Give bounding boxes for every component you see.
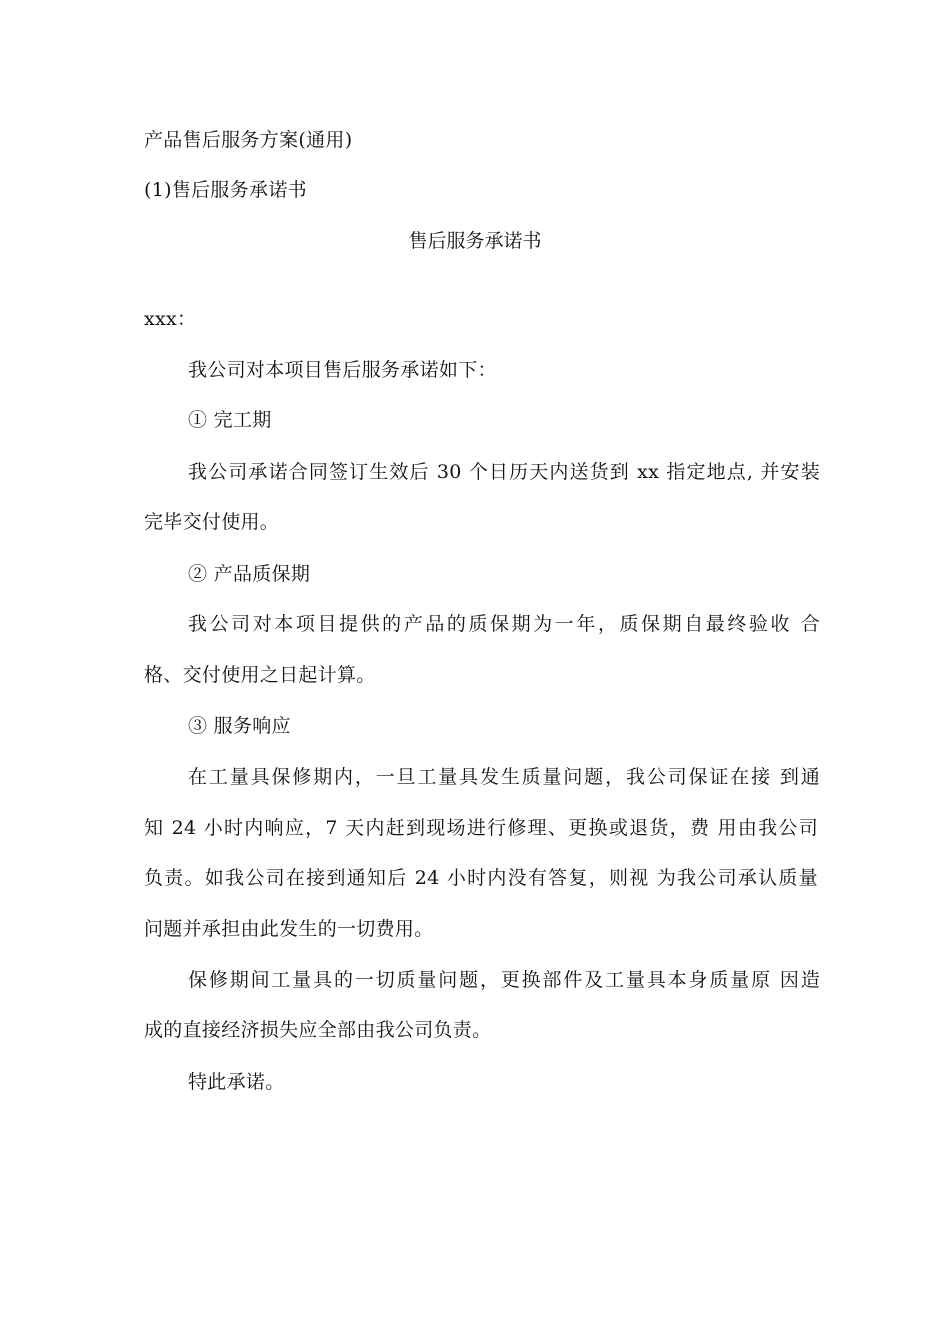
- item3-heading: ③ 服务响应: [188, 715, 291, 737]
- intro-paragraph: 我公司对本项目售后服务承诺如下：: [188, 359, 497, 381]
- warranty-line2: 成的直接经济损失应全部由我公司负责。: [144, 1019, 492, 1041]
- item2-body-line1: 我公司对本项目提供的产品的质保期为一年，质保期自最终验收 合: [188, 613, 820, 635]
- item2-body-line2: 格、交付使用之日起计算。: [144, 664, 376, 686]
- letter-title: 售后服务承诺书: [408, 230, 542, 252]
- document-title: 产品售后服务方案(通用): [144, 129, 353, 151]
- item3-body-line4: 问题并承担由此发生的一切费用。: [144, 918, 434, 940]
- item2-heading: ② 产品质保期: [188, 563, 311, 585]
- item1-heading: ① 完工期: [188, 409, 272, 431]
- salutation: xxx：: [144, 308, 197, 330]
- warranty-line1: 保修期间工量具的一切质量问题，更换部件及工量具本身质量原 因造: [188, 969, 820, 991]
- item3-body-line3: 负责。如我公司在接到通知后 24 小时内没有答复，则视 为我公司承认质量: [144, 867, 818, 889]
- closing-statement: 特此承诺。: [188, 1071, 285, 1093]
- section-heading: (1)售后服务承诺书: [144, 179, 307, 201]
- item3-body-line2: 知 24 小时内响应，7 天内赶到现场进行修理、更换或退货，费 用由我公司: [144, 817, 818, 839]
- item1-body-line1: 我公司承诺合同签订生效后 30 个日历天内送货到 xx 指定地点, 并安装: [188, 461, 820, 483]
- item3-body-line1: 在工量具保修期内，一旦工量具发生质量问题，我公司保证在接 到通: [188, 766, 820, 788]
- item1-body-line2: 完毕交付使用。: [144, 511, 280, 533]
